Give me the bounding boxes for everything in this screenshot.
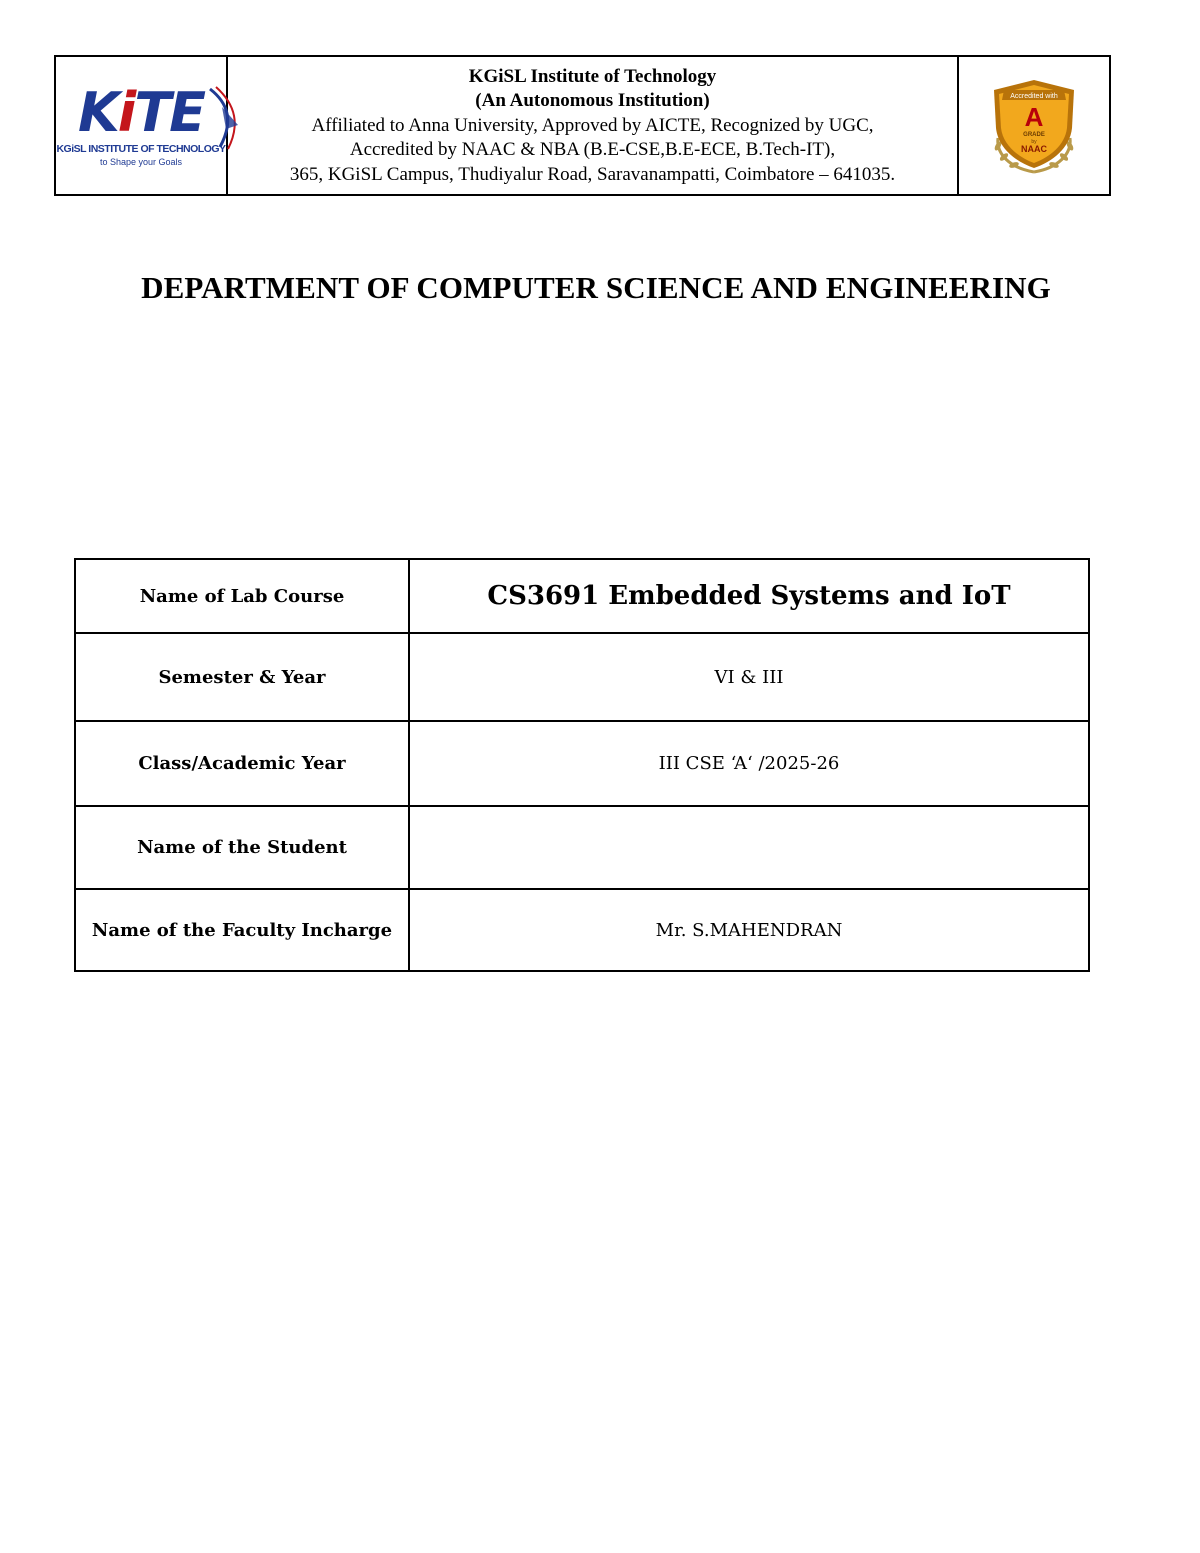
- naac-badge-icon: [984, 76, 1084, 176]
- student-name-value: [409, 806, 1089, 889]
- naac-grade: A: [1024, 101, 1044, 132]
- kite-logo: [56, 80, 226, 167]
- kite-logo-cell: [56, 57, 228, 194]
- class-academic-year-value: III CSE ‘A‘ /2025-26: [409, 721, 1089, 806]
- kite-swoosh-icon: [204, 85, 244, 151]
- kite-logo-subtitle: KGiSL INSTITUTE OF TECHNOLOGY: [56, 142, 226, 155]
- naac-badge-cell: [957, 57, 1109, 194]
- table-row: [75, 806, 1089, 889]
- letterhead: [54, 55, 1111, 196]
- naac-grade-label: GRADE: [1023, 131, 1045, 138]
- affiliation-line: Affiliated to Anna University, Approved by AICTE, Recognized by UGC,: [311, 114, 874, 136]
- row-label: Semester & Year: [75, 633, 409, 721]
- row-label: Name of the Faculty Incharge: [75, 889, 409, 971]
- table-row: [75, 721, 1089, 806]
- institution-type: (An Autonomous Institution): [475, 90, 710, 112]
- institution-name: KGiSL Institute of Technology: [468, 65, 717, 87]
- address-line: 365, KGiSL Campus, Thudiyalur Road, Saravanampatti, Coimbatore – 641035.: [289, 163, 896, 185]
- semester-year-value: VI & III: [409, 633, 1089, 721]
- course-info-table: [74, 558, 1090, 972]
- naac-top-text: Accredited with: [1010, 92, 1058, 100]
- table-row: [75, 633, 1089, 721]
- naac-by: by: [1031, 138, 1037, 145]
- faculty-incharge-value: Mr. S.MAHENDRAN: [409, 889, 1089, 971]
- naac-org: NAAC: [1021, 143, 1047, 154]
- row-label: Name of Lab Course: [75, 559, 409, 633]
- course-name-value: CS3691 Embedded Systems and IoT: [409, 559, 1089, 633]
- table-row: [75, 559, 1089, 633]
- accreditation-line: Accredited by NAAC & NBA (B.E-CSE,B.E-ECE, B.Tech-IT),: [349, 139, 836, 161]
- institution-info: [228, 57, 957, 194]
- kite-logo-wordmark: KiTE: [77, 80, 205, 144]
- department-title: DEPARTMENT OF COMPUTER SCIENCE AND ENGINEERING: [141, 270, 1051, 305]
- row-label: Name of the Student: [75, 806, 409, 889]
- table-row: [75, 889, 1089, 971]
- row-label: Class/Academic Year: [75, 721, 409, 806]
- kite-logo-tagline: to Shape your Goals: [99, 156, 183, 167]
